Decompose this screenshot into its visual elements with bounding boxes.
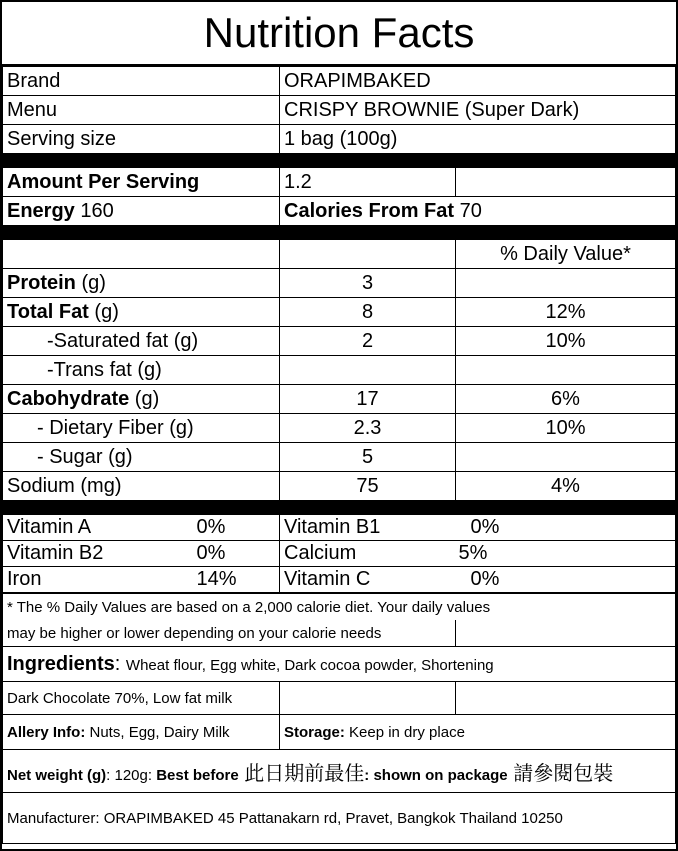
nutrient-unit: -Trans fat (g) [47,358,162,381]
brand-value: ORAPIMBAKED [280,67,676,96]
nutrient-name-cell [3,443,280,472]
ingredients-line1: Wheat flour, Egg white, Dark cocoa powder, Shortening [125,656,494,674]
shown-cn: 請參閱包裝 [507,762,614,785]
nutrient-row [3,298,676,327]
nutrient-unit: (g) [75,271,106,294]
vitamin-name: Vitamin A [3,515,193,541]
allery-row [3,715,676,750]
net-weight-row [3,750,676,793]
menu-value: CRISPY BROWNIE (Super Dark) [280,96,676,125]
vitamin-value: 0% [193,541,280,567]
ingredients-line2: Dark Chocolate 70%, Low fat milk [3,682,280,715]
vitamins-table [2,514,676,593]
footnote-row [3,594,676,621]
vitamin-name: Vitamin B1 [280,515,455,541]
nutrient-amount: 5 [280,443,456,472]
amount-label: Amount Per Serving [3,168,280,197]
empty-cell [456,620,676,647]
allery-label: Allery Info: [7,723,86,741]
serving-value: 1 bag (100g) [280,125,676,154]
vitamin-row [3,567,676,593]
vitamin-name: Iron [3,567,193,593]
nutrient-dv: 10% [456,327,676,356]
nutrient-name: Cabohydrate [7,387,130,410]
ingredients-row [3,682,676,715]
dv-header: % Daily Value* [456,240,676,269]
amount-value: 1.2 [280,168,456,197]
ingredients-row [3,647,676,682]
nutrient-name: Protein [7,271,76,294]
empty-cell [280,240,456,269]
nutrient-dv: 10% [456,414,676,443]
best-cn: 此日期前最佳 [238,762,365,785]
nutrient-name-cell [3,385,280,414]
nutrient-row [3,356,676,385]
nutrient-unit: Sodium (mg) [7,474,122,497]
nutrient-name-cell [3,356,280,385]
manufacturer-row [3,793,676,844]
vitamin-row [3,541,676,567]
net-weight-cell [3,750,676,793]
divider-bar [2,154,676,167]
divider-bar [2,501,676,514]
nutrient-amount: 2 [280,327,456,356]
storage-cell [280,715,676,750]
nutrients-table [2,239,676,501]
nutrient-amount: 2.3 [280,414,456,443]
nutrient-dv [456,269,676,298]
nutrient-dv: 6% [456,385,676,414]
nutrient-name-cell [3,414,280,443]
vitamin-value: 0% [193,515,280,541]
net-value: : 120g: [106,766,157,784]
nutrient-dv [456,443,676,472]
nutrient-name-cell [3,298,280,327]
allery-value: Nuts, Egg, Dairy Milk [85,723,230,741]
divider-bar [2,226,676,239]
manufacturer-cell: Manufacturer: ORAPIMBAKED 45 Pattanakarn rd, Pravet, Bangkok Thailand 10250 [3,793,676,844]
nutrient-unit: (g) [88,300,119,323]
brand-label: Brand [3,67,280,96]
serving-row [3,125,676,154]
nutrient-row [3,443,676,472]
nutrient-unit: (g) [129,387,160,410]
brand-row [3,67,676,96]
nutrient-name-cell [3,472,280,501]
menu-row [3,96,676,125]
nutrient-name-cell [3,269,280,298]
menu-label: Menu [3,96,280,125]
nutrient-unit: -Saturated fat (g) [47,329,199,352]
nutrient-amount [280,356,456,385]
nutrient-amount: 17 [280,385,456,414]
footer-table [2,593,676,844]
nutrient-row [3,472,676,501]
dv-header-row [3,240,676,269]
energy-cell [3,197,280,226]
energy-value: 160 [80,199,114,222]
vitamin-value: 0% [455,515,676,541]
nutrient-row [3,414,676,443]
label-title: Nutrition Facts [2,2,676,66]
empty-cell [456,682,676,715]
vitamin-value: 0% [455,567,676,593]
empty-cell [280,682,456,715]
amount-row [3,168,676,197]
product-info-table [2,66,676,154]
ingredients-cell [3,647,676,682]
vitamin-name: Vitamin C [280,567,455,593]
nutrient-row [3,385,676,414]
vitamin-row [3,515,676,541]
net-label: Net weight (g) [7,766,107,784]
ingredients-sep: : [114,652,126,675]
nutrient-name-cell [3,327,280,356]
storage-label: Storage: [284,723,345,741]
shown-label: : shown on package [364,766,508,784]
nutrient-amount: 75 [280,472,456,501]
vitamin-value: 14% [193,567,280,593]
vitamin-value: 5% [455,541,676,567]
footnote-line: * The % Daily Values are based on a 2,000 calorie diet. Your daily values [3,594,676,621]
energy-row [3,197,676,226]
best-label: Best before [156,766,239,784]
nutrient-dv: 12% [456,298,676,327]
nutrient-dv [456,356,676,385]
footnote-row [3,620,676,647]
nutrient-unit: - Sugar (g) [37,445,133,468]
energy-label: Energy [7,199,75,222]
storage-value: Keep in dry place [344,723,465,741]
cff-label: Calories From Fat [284,199,455,222]
empty-cell [3,240,280,269]
nutrient-row [3,327,676,356]
nutrient-name: Total Fat [7,300,89,323]
serving-label: Serving size [3,125,280,154]
nutrient-row [3,269,676,298]
cff-cell [280,197,676,226]
allery-cell [3,715,280,750]
vitamin-name: Calcium [280,541,455,567]
ingredients-label: Ingredients [7,652,115,675]
vitamin-name: Vitamin B2 [3,541,193,567]
nutrient-amount: 3 [280,269,456,298]
nutrient-amount: 8 [280,298,456,327]
empty-cell [456,168,676,197]
nutrient-unit: - Dietary Fiber (g) [37,416,194,439]
nutrient-dv: 4% [456,472,676,501]
cff-value: 70 [459,199,482,222]
amount-table [2,167,676,226]
footnote-line: may be higher or lower depending on your calorie needs [3,620,456,647]
